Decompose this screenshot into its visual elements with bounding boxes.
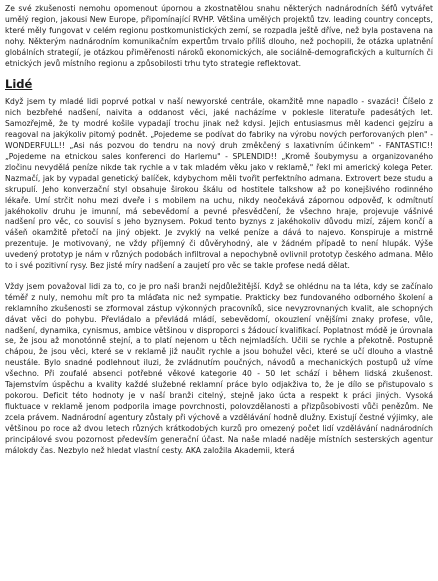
- intro-paragraph: Ze své zkušenosti nemohu opomenout úpornou a zkostnatělou snahu některých nadnárodních šéfů vytvářet umělý region, jakousi New Europe, připomínající RVHP. Většina umělých projektů tzv. leading country concepts, které měly fungovat v celém regionu postkomunistických zemí, se rozpadla ještě dříve, než byla postavena na nohy. Některým nadnárodním komunikačním expertům trvalo příliš dlouho, než pochopili, že otázka uplatnění globálních strategií, je otázkou přiměřenosti nároků ekonomických, ale sociálně-demografických a kulturních či etnických jevů místního regionu a způsobilosti trhu tyto strategie reflektovat.: [5, 4, 433, 68]
- section-heading: Lidé: [5, 77, 33, 92]
- body-paragraph: Vždy jsem považoval lidi za to, co je pro naši branži nejdůležitější. Když se ohlédnu na ta léta, kdy se začínalo téměř z nuly, nemohu mít pro ta mláďata nic než sympatie. Prakticky bez fundovaného odborného školení a reklamního zkušenosti se zformoval zástup výkonných pracovníků, sice nevyzrovnaných kvalit, ale schopných dávat věci do pohybu. Převládalo a převládá mládí, sebevědomí, okouzlení vnějšími znaky profese, vůle, nadšení, dynamika, cynismus, ambice většinou v disproporci s žádoucí kvalifikací. Poplatnost módě je úrovnala se, že jsou až monotónně stejní, a to platí nejenom u těch nejmladších. Učili se rychle a překotně. Postupně chápou, že jsou věci, které se v reklamě již naučit rychle a jsou bohužel věci, které se učí dlouho a vlastně neustále. Bylo snadné podlehnout iluzi, že zvládnutím poučných, návodů a mechanických postupů už víme všechno. Při zoufalé absenci potřebné věkové kategorie 40 - 50 let schází i během lidská zkušenost. Tajemstvím úspěchu a kvality každé služebné reklamní práce bylo odjakživa to, že je dílo se přistupovalo s pokorou. Deficit této hodnoty je v naší branži citelný, stejně jako úcta a respekt k práci jiných. Vysoká fluktuace v reklamě jenom podporila image povrchnosti, polovzdělanosti a přizpůsobivosti vůči penězům. Ne zcela právem. Nadnárodní agentury zůstaly při výchově a vzdělávání hodně dlužny. Existují čestné výjimky, ale většinou po roce až dvou letech různých krátkodobých kurzů pro omezený počet lidí vzdělávání nadnárodních principálové svou pozornost především generační účast. Na naše mladé naděje místních sesterských agentur málokdy čas. Nezbylo než hledat vlastní cesty. AKA založila Akademii, která: [5, 281, 433, 455]
- body-paragraph: Když jsem ty mladé lidi poprvé potkal v naší newyorské centrále, okamžitě mne napadlo - svazáci! Číšelo z nich bezbřehé nadšení, naivita a oddanost věci, jaké nacházíme v poklesle literatuře padesátých let. Samozřejmě, že ty modré košile vypadají trochu jinak než kdysi. Jejich entusiasmus měl kadenci gejzíru a reagoval na jakýkoliv pitomý podnět. „Pojedeme se podívat do fabriky na výrobu nových perforovaných plen" - WONDERFULL!! „Asi nás pozvou do tendru na nový druh změkčený s laxativním účinkem" - FANTASTIC!! „Pojedeme na etnickou sales konferenci do Harlemu" - SPLENDID!! „Kromě šoubymysu a organizovaného zločinu nevydělá peníze nikde tak rychle a v tak mladém věku jako v reklamě," řekl mi americký kolega Peter. Nazmačí, jak by vypadal genetický balíček, kdybychom měli tvořit perfektního admana. Extrovert beze studu a skrupulí. Jeho konverzační styl obsahuje širokou škálu od hostitele talkshow až po konejšivého rodinného lékaře. Umí strčit nohu mezi dveře i s mobilem na uchu, nikdy neočekává zápornou odpověď, k odmítnutí jakéhokoliv druhu je imunní, má sebevědomí a pevné přesvědčení, že všechno hraje, projevuje vášnivé nadšení pro věc, co souvisí s jeho byznysem. Pokud tento byznys z jakéhokoliv důvodu mizí, zájem končí a vášeň okamžitě přetočí na jiný objekt. Je zvyklý na velké peníze a dává to najevo. Konspiruje a mistrně prezentuje. Je motivovaný, ne vždy příjemný či důvěryhodný, ale v žádném případě to není hlupák. Výše uvedený prototyp je nám v různých podobách infiltroval a nepochybně ovlivnil prototyp českého admana. Mělo to i své pozitivní rysy. Bez jisté míry nadšení a zaujetí pro věc se takle profese nedá dělat.: [5, 97, 433, 271]
- document-page: [5, 4, 433, 456]
